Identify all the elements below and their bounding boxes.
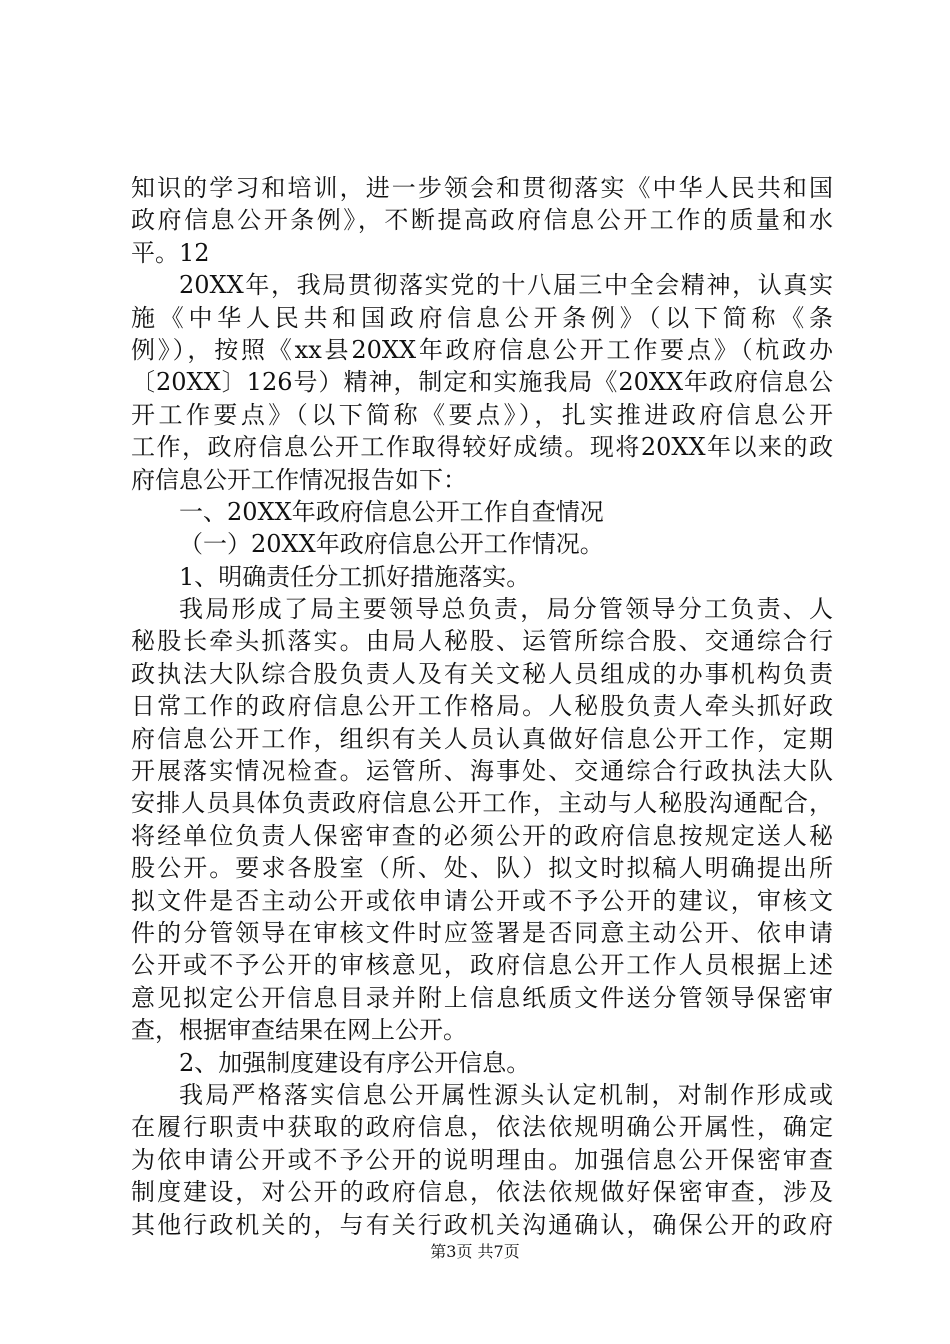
text-line: 为依申请公开或不予公开的说明理由。加强信息公开保密审查 (131, 1145, 833, 1174)
text-line: 意见拟定公开信息目录并附上信息纸质文件送分管领导保密审 (131, 983, 833, 1012)
text-line: 将经单位负责人保密审查的必须公开的政府信息按规定送人秘 (131, 821, 833, 850)
text-line: 其他行政机关的，与有关行政机关沟通确认，确保公开的政府 (131, 1210, 833, 1239)
text-line: 在履行职责中获取的政府信息，依法依规明确公开属性，确定 (131, 1113, 833, 1142)
text-line: 知识的学习和培训，进一步领会和贯彻落实《中华人民共和国 (131, 174, 833, 202)
text-line: 政执法大队综合股负责人及有关文秘人员组成的办事机构负责 (131, 659, 833, 688)
document-body (131, 172, 833, 1241)
paragraph-first-line: 我局严格落实信息公开属性源头认定机制，对制作形成或 (179, 1080, 833, 1109)
text-line: 日常工作的政府信息公开工作格局。人秘股负责人牵头抓好政 (131, 692, 833, 721)
text-line: 例》），按照《xx县20XX年政府信息公开工作要点》（杭政办 (131, 335, 833, 364)
text-line: 开工作要点》（以下简称《要点》），扎实推进政府信息公开 (131, 400, 833, 429)
text-line: 安排人员具体负责政府信息公开工作，主动与人秘股沟通配合， (131, 789, 833, 818)
text-line: 平。12 (131, 238, 210, 267)
text-line: 秘股长牵头抓落实。由局人秘股、运管所综合股、交通综合行 (131, 627, 833, 656)
paragraph-first-line: 我局形成了局主要领导总负责，局分管领导分工负责、人 (179, 595, 833, 624)
text-line: 工作，政府信息公开工作取得较好成绩。现将20XX年以来的政 (131, 433, 833, 462)
text-line: 件的分管领导在审核文件时应签署是否同意主动公开、依申请 (131, 918, 833, 947)
text-line: 府信息公开工作情况报告如下： (131, 465, 467, 494)
text-line: 股公开。要求各股室（所、处、队）拟文时拟稿人明确提出所 (131, 854, 833, 883)
text-line: 府信息公开工作，组织有关人员认真做好信息公开工作，定期 (131, 724, 833, 753)
item-heading: 1、明确责任分工抓好措施落实。 (179, 562, 531, 591)
item-heading: 2、加强制度建设有序公开信息。 (179, 1048, 531, 1077)
text-line: 查，根据审查结果在网上公开。 (131, 1016, 467, 1045)
section-heading: 一、20XX年政府信息公开工作自查情况 (179, 497, 604, 526)
text-line: 制度建设，对公开的政府信息，依法依规做好保密审查，涉及 (131, 1178, 833, 1207)
subsection-heading: （一）20XX年政府信息公开工作情况。 (179, 530, 604, 559)
text-line: 施《中华人民共和国政府信息公开条例》（以下简称《条 (131, 303, 833, 332)
text-line: 政府信息公开条例》，不断提高政府信息公开工作的质量和水 (131, 206, 833, 235)
text-line: 拟文件是否主动公开或依申请公开或不予公开的建议，审核文 (131, 886, 833, 915)
text-line: 〔20XX〕126号）精神，制定和实施我局《20XX年政府信息公 (131, 368, 833, 397)
text-line: 开展落实情况检查。运管所、海事处、交通综合行政执法大队 (131, 757, 833, 786)
page-number-footer: 第3页 共7页 (430, 1242, 520, 1261)
text-line: 公开或不予公开的审核意见，政府信息公开工作人员根据上述 (131, 951, 833, 980)
paragraph-first-line: 20XX年，我局贯彻落实党的十八届三中全会精神，认真实 (179, 271, 833, 300)
